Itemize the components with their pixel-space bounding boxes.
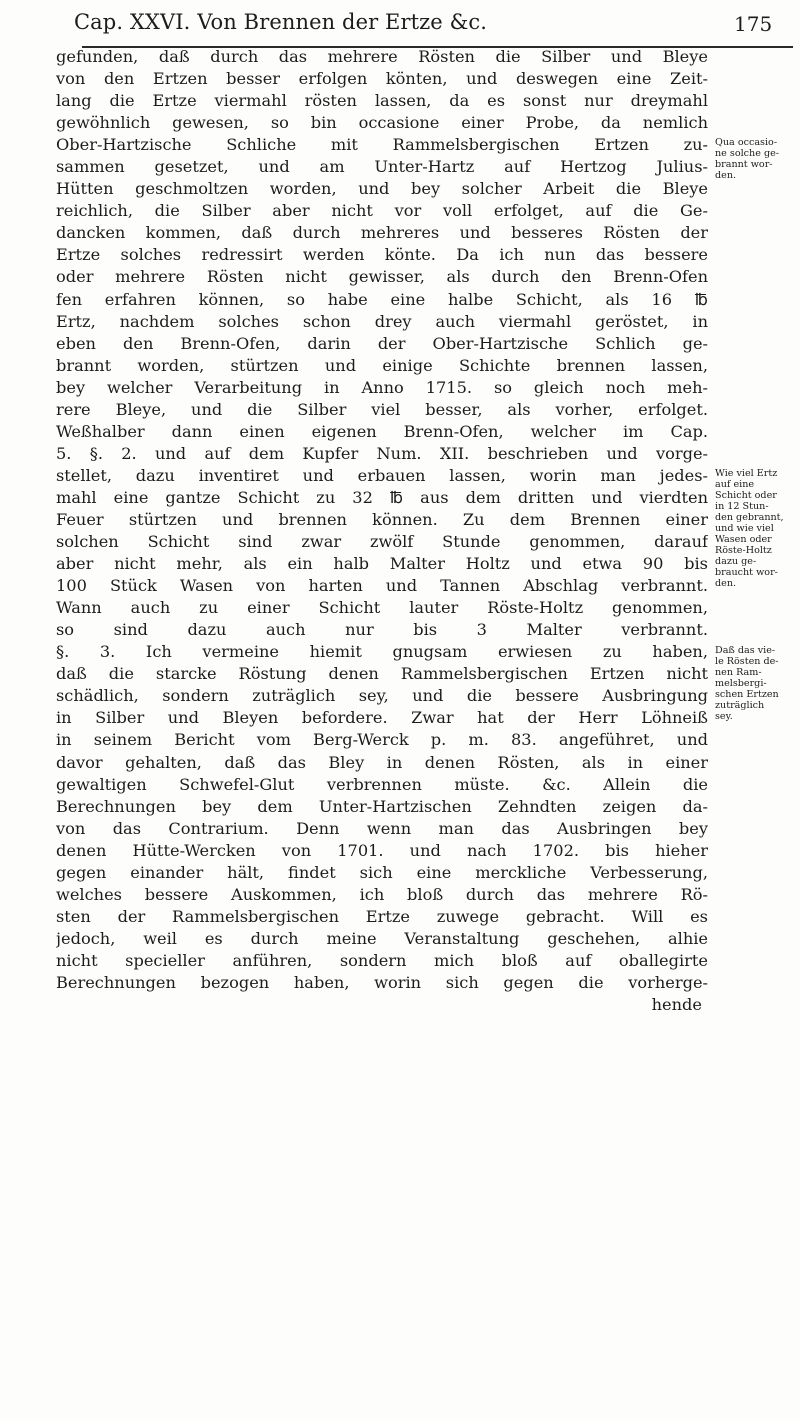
margin-note-line: ne solche ge- <box>715 148 780 160</box>
margin-note-line: Wie viel Ertz <box>715 468 778 480</box>
text-line: schädlich, sondern zuträglich sey, und die bessere Ausbringung <box>56 686 708 706</box>
text-line: gewaltigen Schwefel-Glut verbrennen müste. &c. Allein die <box>56 774 708 794</box>
text-line: rere Bleye, und die Silber viel besser, als vorher, erfolget. <box>56 399 708 419</box>
margin-note-line: le Rösten de- <box>715 655 779 667</box>
margin-note-line: nen Ram- <box>715 666 762 678</box>
text-line: so sind dazu auch nur bis 3 Malter verbrannt. <box>56 620 708 640</box>
text-line: jedoch, weil es durch meine Veranstaltung geschehen, alhie <box>56 928 708 948</box>
text-line: §. 3. Ich vermeine hiemit gnugsam erwiesen zu haben, <box>56 642 708 662</box>
text-line: 100 Stück Wasen von harten und Tannen Abschlag verbrannt. <box>56 576 708 596</box>
text-line: Berechnungen bey dem Unter-Hartzischen Zehndten zeigen da- <box>56 796 708 816</box>
text-line: denen Hütte-Wercken von 1701. und nach 1702. bis hieher <box>56 840 708 860</box>
text-line: eben den Brenn-Ofen, darin der Ober-Hartzische Schlich ge- <box>56 333 708 353</box>
text-line: Feuer stürtzen und brennen können. Zu dem Brennen einer <box>56 509 708 529</box>
text-line: Ertze solches redressirt werden könte. Da ich nun das bessere <box>56 245 708 265</box>
text-line: gegen einander hält, findet sich eine merckliche Verbesserung, <box>56 862 708 882</box>
text-line: stellet, dazu inventiret und erbauen lassen, worin man jedes- <box>56 465 708 485</box>
margin-note-line: in 12 Stun- <box>715 501 769 513</box>
text-line: Berechnungen bezogen haben, worin sich gegen die vorherge- <box>56 972 708 992</box>
text-line: daß die starcke Röstung denen Rammelsbergischen Ertzen nicht <box>56 664 708 684</box>
text-line: Wann auch zu einer Schicht lauter Röste-Holtz genommen, <box>56 598 708 618</box>
text-line: gewöhnlich gewesen, so bin occasione einer Probe, da nemlich <box>56 113 708 133</box>
text-line: in Silber und Bleyen befordere. Zwar hat der Herr Löhneiß <box>56 708 708 728</box>
margin-note-line: den gebrannt, <box>715 512 784 524</box>
text-line: Hütten geschmoltzen worden, und bey solcher Arbeit die Bleye <box>56 179 708 199</box>
page-header <box>74 6 794 40</box>
text-line: fen erfahren können, so habe eine halbe Schicht, als 16 ℔ <box>56 289 708 309</box>
text-line: 5. §. 2. und auf dem Kupfer Num. XII. beschrieben und vorge- <box>56 443 708 463</box>
margin-note-line: Daß das vie- <box>715 644 776 656</box>
text-line: welches bessere Auskommen, ich bloß durch das mehrere Rö- <box>56 884 708 904</box>
margin-note-line: melsbergi- <box>715 677 767 689</box>
margin-note-line: den. <box>715 578 737 590</box>
margin-note-line: brannt wor- <box>715 159 773 171</box>
text-line: Weßhalber dann einen eigenen Brenn-Ofen, welcher im Cap. <box>56 421 708 441</box>
margin-note <box>715 468 795 589</box>
margin-note-line: Röste-Holtz <box>715 545 772 557</box>
text-line: lang die Ertze viermahl rösten lassen, da es sonst nur dreymahl <box>56 91 708 111</box>
margin-note-line: Wasen oder <box>715 534 772 546</box>
text-line: Ober-Hartzische Schliche mit Rammelsbergischen Ertzen zu- <box>56 135 708 155</box>
margin-note-line: auf eine <box>715 479 755 491</box>
text-line: in seinem Bericht vom Berg-Werck p. m. 83. angeführet, und <box>56 730 708 750</box>
text-line: davor gehalten, daß das Bley in denen Rösten, als in einer <box>56 752 708 772</box>
text-line: oder mehrere Rösten nicht gewisser, als durch den Brenn-Ofen <box>56 267 708 287</box>
text-line: brannt worden, stürtzen und einige Schichte brennen lassen, <box>56 355 708 375</box>
page-number: 175 <box>734 12 773 36</box>
text-line: aber nicht mehr, als ein halb Malter Holtz und etwa 90 bis <box>56 554 708 574</box>
chapter-heading: Cap. XXVI. Von Brennen der Ertze &c. <box>74 10 488 34</box>
text-line: mahl eine gantze Schicht zu 32 ℔ aus dem dritten und vierdten <box>56 487 708 507</box>
margin-note <box>715 645 795 722</box>
margin-note <box>715 137 795 181</box>
margin-note-line: dazu ge- <box>715 556 757 568</box>
margin-note-line: schen Ertzen <box>715 688 779 700</box>
text-line: gefunden, daß durch das mehrere Rösten die Silber und Bleye <box>56 47 708 66</box>
margin-note-line: braucht wor- <box>715 567 778 579</box>
margin-note-line: Schicht oder <box>715 490 777 502</box>
margin-note-line: den. <box>715 170 737 182</box>
margin-note-line: Qua occasio- <box>715 137 778 149</box>
text-line: nicht specieller anführen, sondern mich bloß auf oballegirte <box>56 950 708 970</box>
text-line: dancken kommen, daß durch mehreres und besseres Rösten der <box>56 223 708 243</box>
margin-note-line: sey. <box>715 710 733 722</box>
text-line: sten der Rammelsbergischen Ertze zuwege gebracht. Will es <box>56 906 708 926</box>
text-line: hende <box>651 995 702 1015</box>
text-line: reichlich, die Silber aber nicht vor voll erfolget, auf die Ge- <box>56 201 708 221</box>
text-line: von das Contrarium. Denn wenn man das Ausbringen bey <box>56 818 708 838</box>
text-line: Ertz, nachdem solches schon drey auch viermahl geröstet, in <box>56 311 708 331</box>
text-line: bey welcher Verarbeitung in Anno 1715. so gleich noch meh- <box>56 377 708 397</box>
text-line: sammen gesetzet, und am Unter-Hartz auf Hertzog Julius- <box>56 157 708 177</box>
margin-note-line: zuträglich <box>715 699 765 711</box>
text-line: solchen Schicht sind zwar zwölf Stunde genommen, darauf <box>56 532 708 552</box>
main-text-column <box>56 46 708 1016</box>
text-line: von den Ertzen besser erfolgen könten, und deswegen eine Zeit- <box>56 69 708 89</box>
margin-note-line: und wie viel <box>715 523 774 535</box>
